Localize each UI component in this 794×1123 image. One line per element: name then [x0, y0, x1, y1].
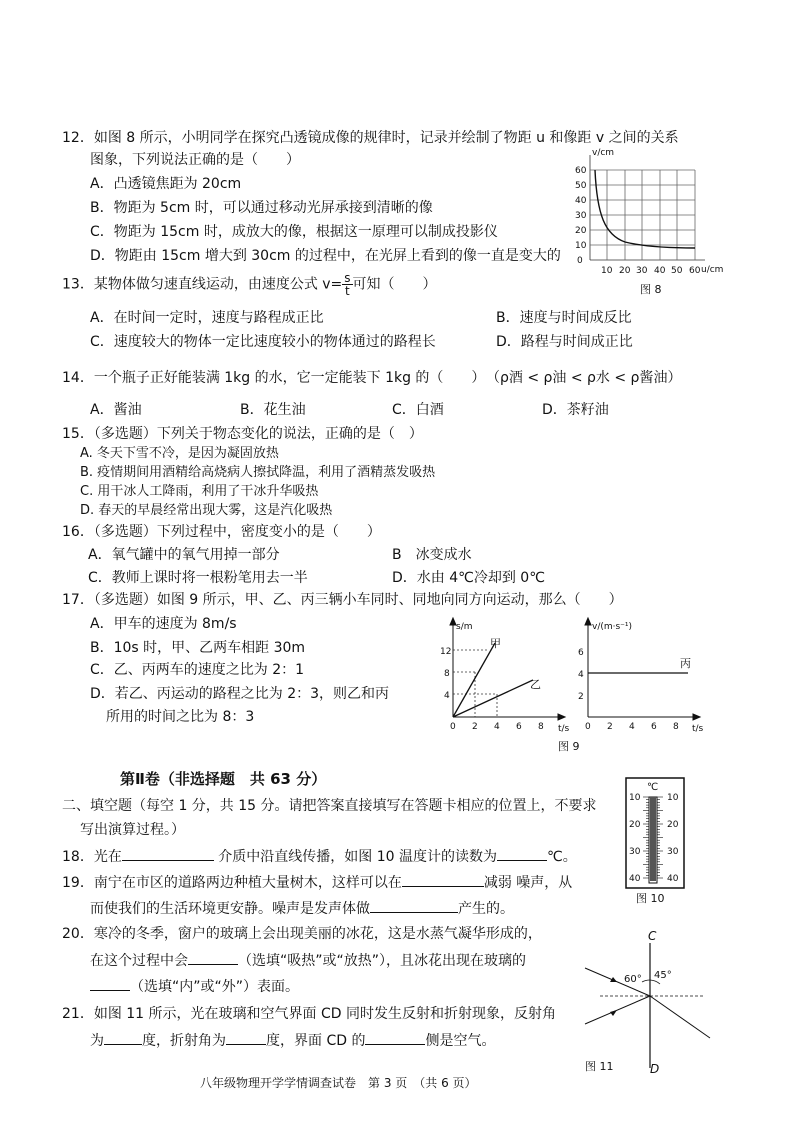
- line-yi: [453, 680, 533, 717]
- speed-formula-fraction: [342, 272, 352, 297]
- q18-text-b: 介质中沿直线传播，如图 10 温度计的读数为: [218, 849, 497, 865]
- figure-11-light-diagram: [580, 928, 720, 1076]
- figure-9-st-graph: [438, 615, 578, 740]
- fig8-ytick: 30: [575, 211, 587, 221]
- q12-option-c: C．物距为 15cm 时，成放大的像，根据这一原理可以制成投影仪: [90, 224, 498, 240]
- fig9-left-xtick: 0: [450, 722, 456, 732]
- q21-blank-1[interactable]: [104, 1030, 142, 1045]
- q14-option-b: B．花生油: [240, 402, 306, 418]
- q21-blank-2[interactable]: [226, 1030, 266, 1045]
- q21-blank-3[interactable]: [365, 1030, 425, 1045]
- fig8-ytick: 50: [575, 181, 587, 191]
- uv-curve: [595, 170, 695, 248]
- fig9-right-ytick: 2: [578, 692, 584, 702]
- fig8-caption: 图 8: [640, 283, 662, 296]
- q21-text-b: 为: [90, 1033, 104, 1049]
- ray-refracted: [650, 996, 710, 1038]
- mercury-column: [650, 797, 656, 881]
- fig9-right-ylabel: v/(m·s⁻¹): [592, 622, 633, 632]
- q21-line2: [90, 1030, 495, 1051]
- page-footer: 八年级物理开学学情调查试卷 第 3 页 （共 6 页）: [200, 1076, 477, 1090]
- thermo-tick-right: 10: [667, 793, 679, 803]
- q13-option-b: B．速度与时间成反比: [496, 310, 632, 326]
- q17-stem: 17．（多选题）如图 9 所示，甲、乙、丙三辆小车同时、同地向同方向运动，那么（ ）: [62, 592, 623, 608]
- fig9-left-xtick: 6: [516, 722, 522, 732]
- q12-stem-line1: 12．如图 8 所示，小明同学在探究凸透镜成像的规律时，记录并绘制了物距 u 和像距 v 之间的关系: [62, 130, 679, 146]
- q19-text-d: 产生的。: [458, 901, 514, 917]
- q12-stem-line2: 图象，下列说法正确的是（ ）: [90, 152, 300, 168]
- fig9-left-ytick: 4: [444, 691, 450, 701]
- angle-60: 60°: [624, 974, 642, 985]
- q12-option-a: A．凸透镜焦距为 20cm: [90, 176, 242, 192]
- q20-blank-2[interactable]: [90, 976, 130, 991]
- fig8-ytick: 40: [575, 196, 587, 206]
- fig9-right-xtick: 8: [673, 722, 679, 732]
- q14-option-c: C．白酒: [392, 402, 444, 418]
- label-c: C: [648, 929, 657, 943]
- q20-line2: [90, 950, 526, 971]
- q17-option-a: A．甲车的速度为 8m/s: [90, 616, 237, 632]
- line-jia: [453, 643, 495, 717]
- q16-option-b: B 冰变成水: [392, 547, 472, 563]
- fig9-left-xlabel: t/s: [558, 724, 570, 734]
- thermo-tick-right: 40: [667, 874, 679, 884]
- fig11-caption: 图 11: [585, 1060, 614, 1073]
- thermo-tick-left: 40: [629, 874, 641, 884]
- q20-line3: [90, 976, 299, 997]
- q14-option-a: A．酱油: [90, 402, 142, 418]
- figure-10-thermometer: [622, 775, 692, 905]
- q19-line1: [62, 872, 572, 893]
- q16-stem: 16．（多选题）下列过程中，密度变小的是（ ）: [62, 524, 381, 540]
- fig9-right-ytick: 4: [578, 670, 584, 680]
- fig8-xtick: 50: [671, 266, 683, 276]
- q16-option-a: A．氧气罐中的氧气用掉一部分: [88, 547, 280, 563]
- thermo-tick-left: 20: [629, 820, 641, 830]
- fig8-xtick: 40: [654, 266, 666, 276]
- fig8-xlabel: u/cm: [701, 265, 724, 275]
- q19-text-a: 19．南宁在市区的道路两边种植大量树木，这样可以在: [62, 875, 402, 891]
- q19-line2: [90, 898, 514, 919]
- q13-stem-b: 可知（ ）: [352, 276, 437, 293]
- fill-in-blank-instructions-2: 写出演算过程。）: [80, 822, 185, 838]
- fig9-right-ytick: 6: [578, 648, 584, 658]
- thermo-tick-left: 10: [629, 793, 641, 803]
- q18-blank-1[interactable]: [122, 846, 214, 861]
- thermometer-unit: ℃: [647, 782, 659, 793]
- q13-stem-a: 13．某物体做匀速直线运动，由速度公式 v=: [62, 276, 343, 293]
- fig8-ytick: 60: [575, 166, 587, 176]
- q12-option-d: D．物距由 15cm 增大到 30cm 的过程中，在光屏上看到的像一直是变大的: [90, 248, 561, 264]
- fig8-ytick: 10: [575, 241, 587, 251]
- q18-text-a: 18．光在: [62, 849, 122, 865]
- q12-option-b: B．物距为 5cm 时，可以通过移动光屏承接到清晰的像: [90, 200, 433, 216]
- q16-option-d: D．水由 4℃冷却到 0℃: [392, 570, 545, 586]
- fig9-caption: 图 9: [558, 740, 580, 753]
- q13-option-a: A．在时间一定时，速度与路程成正比: [90, 310, 324, 326]
- fig8-ytick: 0: [577, 256, 583, 266]
- section-2-title: 第Ⅱ卷（非选择题 共 63 分）: [120, 770, 327, 788]
- fig9-left-xtick: 4: [494, 722, 500, 732]
- fig9-left-xtick: 8: [538, 722, 544, 732]
- q20-line1: 20．寒冷的冬季，窗户的玻璃上会出现美丽的冰花，这是水蒸气凝华形成的，: [62, 926, 542, 942]
- q15-stem: 15．（多选题）下列关于物态变化的说法，正确的是（ ）: [62, 426, 423, 442]
- q21-text-c: 度，折射角为: [142, 1033, 226, 1049]
- q17-option-d-line2: 所用的时间之比为 8：3: [106, 709, 255, 725]
- fig9-left-ylabel: s/m: [456, 622, 473, 632]
- q21-text-d: 度，界面 CD 的: [266, 1033, 366, 1049]
- q19-text-b: 减弱 噪声，从: [483, 875, 573, 891]
- fig9-right-xlabel: t/s: [692, 724, 704, 734]
- q13-stem: [62, 272, 437, 297]
- fraction-numerator: s: [344, 271, 351, 285]
- q15-option-a: A. 冬天下雪不冷，是因为凝固放热: [80, 446, 279, 461]
- q15-option-b: B. 疫情期间用酒精给高烧病人擦拭降温，利用了酒精蒸发吸热: [80, 465, 436, 480]
- label-d: D: [650, 1062, 660, 1076]
- q20-text-b: 在这个过程中会: [90, 953, 188, 969]
- thermo-tick-left: 30: [629, 847, 641, 857]
- q18-blank-2[interactable]: [497, 846, 547, 861]
- q14-option-d: D．茶籽油: [542, 402, 609, 418]
- q19-blank-1[interactable]: [402, 872, 484, 887]
- q21-line1: 21．如图 11 所示，光在玻璃和空气界面 CD 同时发生反射和折射现象，反射角: [62, 1006, 556, 1022]
- q19-text-c: 而使我们的生活环境更安静。噪声是发声体做: [90, 901, 370, 917]
- fig9-right-xtick: 0: [585, 722, 591, 732]
- fig8-ytick: 20: [575, 226, 587, 236]
- q17-option-d-line1: D．若乙、丙运动的路程之比为 2：3，则乙和丙: [90, 686, 390, 702]
- fig9-left-ytick: 8: [444, 669, 450, 679]
- q18-text-c: ℃。: [547, 849, 577, 865]
- q21-text-e: 侧是空气。: [425, 1033, 496, 1049]
- q20-text-d: （选填“内”或“外”）表面。: [130, 979, 300, 995]
- fig10-caption: 图 10: [636, 892, 665, 905]
- fig9-right-xtick: 2: [607, 722, 613, 732]
- q17-option-b: B．10s 时，甲、乙两车相距 30m: [90, 640, 306, 656]
- fig8-xtick: 20: [619, 266, 631, 276]
- thermo-tick-right: 30: [667, 847, 679, 857]
- q14-stem: 14．一个瓶子正好能装满 1kg 的水，它一定能装下 1kg 的（ ）: [62, 370, 486, 386]
- figure-9-vt-graph: [570, 615, 715, 740]
- ray-reflected: [585, 996, 650, 1024]
- q15-option-d: D. 春天的早晨经常出现大雾，这是汽化吸热: [80, 503, 333, 518]
- angle-45: 45°: [654, 970, 672, 981]
- label-bing: 丙: [680, 657, 691, 670]
- fig8-xtick: 10: [601, 266, 613, 276]
- q14-density-condition: （ρ酒 < ρ油 < ρ水 < ρ酱油）: [486, 370, 682, 386]
- q18: [62, 846, 577, 867]
- fig8-xtick: 60: [689, 266, 701, 276]
- fig9-right-xtick: 6: [651, 722, 657, 732]
- figure-8-chart: [555, 145, 730, 300]
- q20-text-c: （选填“吸热”或“放热”），且冰花出现在玻璃的: [238, 953, 527, 969]
- fig9-left-ytick: 12: [440, 647, 452, 657]
- q15-option-c: C. 用干冰人工降雨，利用了干冰升华吸热: [80, 484, 319, 499]
- q13-option-d: D．路程与时间成正比: [496, 334, 633, 350]
- fraction-denominator: t: [345, 284, 350, 298]
- label-yi: 乙: [530, 678, 541, 691]
- q13-option-c: C．速度较大的物体一定比速度较小的物体通过的路程长: [90, 334, 436, 350]
- label-jia: 甲: [490, 637, 501, 650]
- q16-option-c: C．教师上课时将一根粉笔用去一半: [88, 570, 308, 586]
- thermo-tick-right: 20: [667, 820, 679, 830]
- fig8-ylabel: v/cm: [592, 148, 615, 158]
- q17-option-c: C．乙、丙两车的速度之比为 2：1: [90, 662, 305, 678]
- fig9-left-xtick: 2: [472, 722, 478, 732]
- q20-blank-1[interactable]: [188, 950, 238, 965]
- fig9-right-xtick: 4: [629, 722, 635, 732]
- q19-blank-2[interactable]: [370, 898, 458, 913]
- fill-in-blank-instructions: 二、填空题（每空 1 分，共 15 分。请把答案直接填写在答题卡相应的位置上，不要求: [62, 798, 597, 814]
- fig8-xtick: 30: [636, 266, 648, 276]
